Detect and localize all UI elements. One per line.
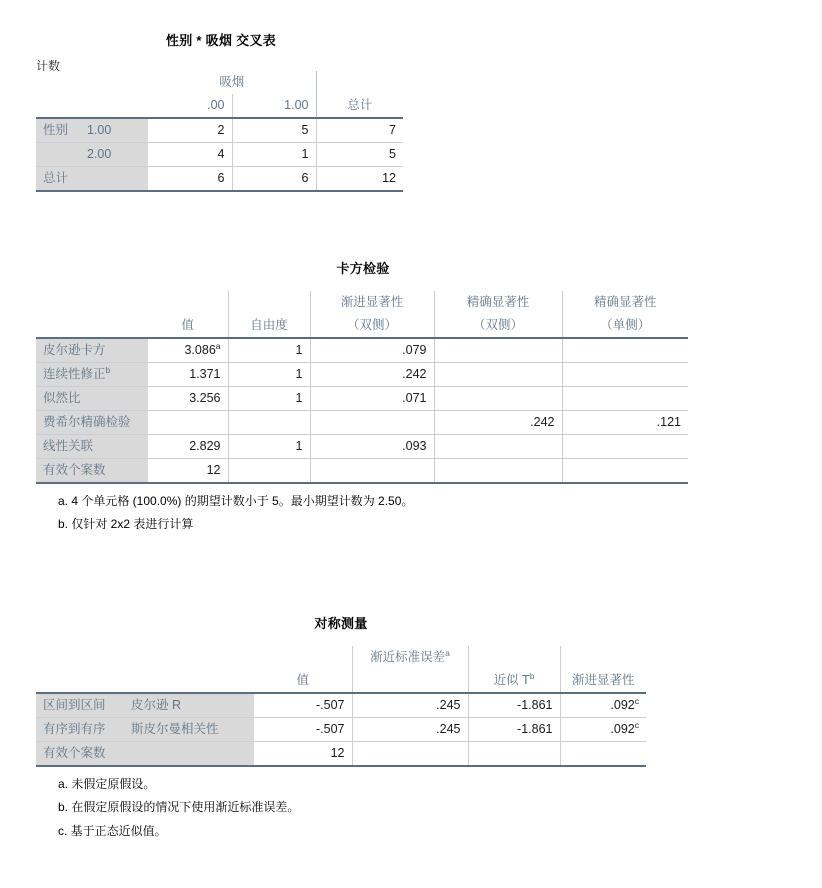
crosstab-row-1-var [36, 143, 80, 167]
crosstab-stub-var: 性别 [36, 118, 80, 143]
chisquare-row-4-value [148, 435, 228, 459]
chisquare-col-header-4-line2: （单侧） [562, 314, 688, 338]
chisquare-row-4 [36, 435, 688, 459]
chisquare-row-3-asymp-2s [310, 411, 434, 435]
chisquare-row-0-value-sup: a [215, 340, 221, 351]
chisquare-row-1-asymp-2s: .242 [310, 363, 434, 387]
symmetric-row-1-approx-sig [560, 718, 646, 742]
symmetric-col-header-1-line2 [352, 669, 468, 693]
chisquare-row-1-label-text: 连续性修正 [43, 367, 106, 381]
crosstab-column-header-row [36, 94, 403, 118]
chisquare-corner-2 [36, 314, 148, 338]
chisquare-row-3-df [228, 411, 310, 435]
chisquare-row-5-label [36, 459, 148, 484]
symmetric-col-header-2-line2 [468, 669, 560, 693]
chisquare-col-header-3-line2: （双侧） [434, 314, 562, 338]
chisquare-row-1-value-text: 1.371 [189, 367, 221, 381]
crosstab-row-1 [36, 143, 403, 167]
crosstab-row-1-value-0: 4 [148, 143, 232, 167]
chisquare-row-3 [36, 411, 688, 435]
symmetric-col-header-3-line1 [560, 646, 646, 669]
symmetric-row-0-value: -.507 [254, 693, 352, 718]
symmetric-row-0-sig-sup: c [634, 695, 639, 706]
chisquare-row-1-label [36, 363, 148, 387]
chisquare-row-2 [36, 387, 688, 411]
symmetric-col-header-1-sup: a [445, 647, 450, 658]
symmetric-col-header-2-line2-text: 近似 T [493, 673, 530, 687]
crosstab-total-value-0: 6 [148, 167, 232, 192]
chisquare-row-3-exact-1s: .121 [562, 411, 688, 435]
chisquare-row-4-exact-2s [434, 435, 562, 459]
crosstab-corner-b [80, 71, 148, 94]
chisquare-row-1-label-sup: b [105, 364, 111, 375]
symmetric-row-1 [36, 718, 646, 742]
chisquare-row-5-value-text: 12 [206, 463, 221, 477]
chisquare-row-3-label [36, 411, 148, 435]
symmetric-total-row [36, 742, 646, 767]
chisquare-row-5-value [148, 459, 228, 484]
chisquare-row-2-label-text: 似然比 [43, 391, 81, 405]
symmetric-row-0-group: 区间到区间 [36, 693, 124, 718]
chisquare-row-0-exact-2s [434, 338, 562, 363]
crosstab-col-group-label: 吸烟 [219, 75, 245, 89]
chisquare-row-5-asymp-2s [310, 459, 434, 484]
chisquare-row-2-value [148, 387, 228, 411]
chisquare-footnote-a: a. 4 个单元格 (100.0%) 的期望计数小于 5。最小期望计数为 2.50。 [58, 494, 414, 508]
chisquare-row-0-value-text: 3.086 [184, 343, 216, 357]
crosstab-table [36, 71, 403, 192]
chisquare-row-1-exact-2s [434, 363, 562, 387]
symmetric-table [36, 646, 646, 767]
chisquare-header-row-1 [36, 291, 688, 314]
chisquare-col-header-2-line1: 渐进显著性 [310, 291, 434, 314]
symmetric-header-row-1 [36, 646, 646, 669]
chisquare-row-5 [36, 459, 688, 484]
crosstab-row-0-value-2: 7 [316, 118, 403, 143]
crosstab-total-value-2: 12 [316, 167, 403, 192]
chisquare-footnote-b: b. 仅针对 2x2 表进行计算 [58, 517, 194, 532]
chisquare-row-2-value-text: 3.256 [189, 391, 221, 405]
symmetric-col-header-1-line1-text: 渐近标准误差 [370, 650, 446, 664]
symmetric-total-value: 12 [254, 742, 352, 767]
chisquare-corner [36, 291, 148, 314]
crosstab-row-1-category: 2.00 [80, 143, 148, 167]
chisquare-col-header-0-line2: 值 [148, 314, 228, 338]
symmetric-footnotes [36, 773, 646, 843]
crosstab-col-header-1: 1.00 [232, 94, 316, 118]
symmetric-total-approx-t [468, 742, 560, 767]
chisquare-row-0-label-text: 皮尔逊卡方 [43, 343, 106, 357]
symmetric-row-1-approx-sig-text: .092 [610, 722, 635, 736]
crosstab-title: 性别 * 吸烟 交叉表 [165, 33, 277, 48]
chisquare-row-0-label [36, 338, 148, 363]
crosstab-total-spacer [316, 71, 403, 94]
crosstab-col-header-2: 总计 [316, 94, 403, 118]
symmetric-title: 对称测量 [314, 616, 368, 631]
chisquare-col-header-0-line1 [148, 291, 228, 314]
chisquare-row-0-value [148, 338, 228, 363]
crosstab-total-label: 总计 [36, 167, 148, 192]
symmetric-col-header-2-sup: b [529, 670, 535, 681]
symmetric-row-1-group: 有序到有序 [36, 718, 124, 742]
chisquare-row-0 [36, 338, 688, 363]
chisquare-row-2-asymp-2s: .071 [310, 387, 434, 411]
chisquare-row-1 [36, 363, 688, 387]
crosstab-corner-d [80, 94, 148, 118]
crosstab-total-value-1: 6 [232, 167, 316, 192]
chisquare-col-header-4-line1: 精确显著性 [562, 291, 688, 314]
symmetric-row-1-measure: 斯皮尔曼相关性 [124, 718, 254, 742]
crosstab-row-0-value-1: 5 [232, 118, 316, 143]
symmetric-footnote-c: c. 基于正态近似值。 [58, 823, 167, 838]
symmetric-row-1-approx-t: -1.861 [468, 718, 560, 742]
symmetric-row-1-ase: .245 [352, 718, 468, 742]
symmetric-corner-a [36, 646, 124, 669]
chisquare-row-0-asymp-2s: .079 [310, 338, 434, 363]
chisquare-row-5-df [228, 459, 310, 484]
chisquare-row-1-exact-1s [562, 363, 688, 387]
symmetric-corner-c [36, 669, 124, 693]
symmetric-col-header-1-line1 [352, 646, 468, 669]
chisquare-row-4-label-text: 线性关联 [43, 439, 94, 453]
chisquare-title: 卡方检验 [336, 261, 390, 276]
symmetric-col-header-0-line2: 值 [254, 669, 352, 693]
chisquare-row-3-label-text: 费希尔精确检验 [43, 415, 131, 429]
chisquare-row-0-exact-1s [562, 338, 688, 363]
symmetric-block [36, 613, 646, 843]
chisquare-col-header-1-line2: 自由度 [228, 314, 310, 338]
chisquare-row-2-label [36, 387, 148, 411]
symmetric-corner-b [124, 646, 254, 669]
crosstab-caption: 计数 [36, 59, 61, 73]
symmetric-total-ase [352, 742, 468, 767]
chisquare-row-4-exact-1s [562, 435, 688, 459]
crosstab-row-0 [36, 118, 403, 143]
crosstab-row-1-value-2: 5 [316, 143, 403, 167]
chisquare-row-4-asymp-2s: .093 [310, 435, 434, 459]
crosstab-block [36, 30, 406, 192]
symmetric-total-label: 有效个案数 [36, 742, 254, 767]
symmetric-col-header-0-line1 [254, 646, 352, 669]
chisquare-row-5-label-text: 有效个案数 [43, 463, 106, 477]
symmetric-footnote-b: b. 在假定原假设的情况下使用渐近标准误差。 [58, 800, 300, 815]
crosstab-col-header-0: .00 [148, 94, 232, 118]
symmetric-col-header-2-line1 [468, 646, 560, 669]
chisquare-col-header-3-line1: 精确显著性 [434, 291, 562, 314]
chisquare-row-5-exact-2s [434, 459, 562, 484]
symmetric-footnote-a: a. 未假定原假设。 [58, 777, 156, 791]
symmetric-row-0-approx-t: -1.861 [468, 693, 560, 718]
chisquare-col-header-2-line2: （双侧） [310, 314, 434, 338]
chisquare-table [36, 291, 688, 484]
crosstab-group-header-row [36, 71, 403, 94]
chisquare-row-4-value-text: 2.829 [189, 439, 221, 453]
chisquare-row-4-df: 1 [228, 435, 310, 459]
chisquare-row-2-exact-1s [562, 387, 688, 411]
chisquare-row-2-df: 1 [228, 387, 310, 411]
chisquare-col-header-1-line1 [228, 291, 310, 314]
symmetric-row-0 [36, 693, 646, 718]
chisquare-row-0-df: 1 [228, 338, 310, 363]
symmetric-corner-d [124, 669, 254, 693]
symmetric-total-approx-sig [560, 742, 646, 767]
chisquare-row-3-exact-2s: .242 [434, 411, 562, 435]
crosstab-row-0-category: 1.00 [80, 118, 148, 143]
chisquare-row-4-label [36, 435, 148, 459]
symmetric-row-0-approx-sig-text: .092 [610, 698, 635, 712]
crosstab-row-0-value-0: 2 [148, 118, 232, 143]
symmetric-row-1-value: -.507 [254, 718, 352, 742]
chisquare-row-5-exact-1s [562, 459, 688, 484]
symmetric-row-1-sig-sup: c [634, 719, 639, 730]
crosstab-corner-c [36, 94, 80, 118]
symmetric-col-header-3-line2: 渐进显著性 [560, 669, 646, 693]
chisquare-block [36, 258, 690, 537]
chisquare-row-2-exact-2s [434, 387, 562, 411]
crosstab-row-1-value-1: 1 [232, 143, 316, 167]
crosstab-total-row [36, 167, 403, 192]
chisquare-row-1-value [148, 363, 228, 387]
chisquare-row-1-df: 1 [228, 363, 310, 387]
chisquare-header-row-2 [36, 314, 688, 338]
chisquare-footnotes [36, 490, 690, 537]
symmetric-row-0-measure: 皮尔逊 R [124, 693, 254, 718]
symmetric-row-0-ase: .245 [352, 693, 468, 718]
symmetric-header-row-2 [36, 669, 646, 693]
symmetric-row-0-approx-sig [560, 693, 646, 718]
chisquare-row-3-value [148, 411, 228, 435]
